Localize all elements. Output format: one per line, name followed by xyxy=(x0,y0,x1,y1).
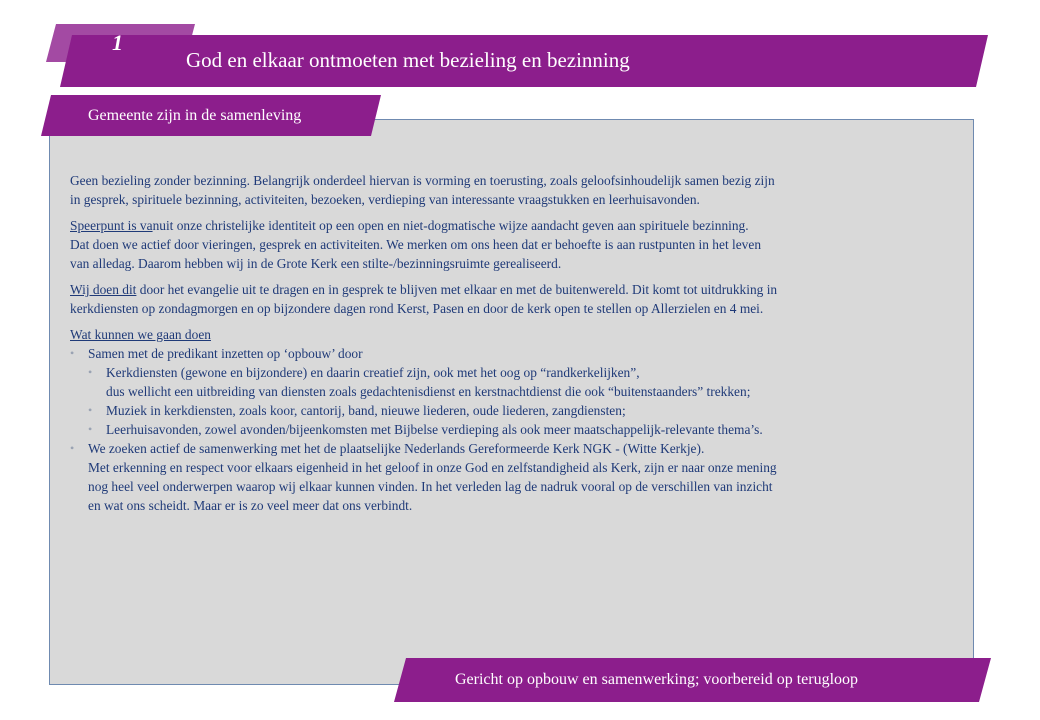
bullet-icon: • xyxy=(70,441,75,455)
text-line: Dat doen we actief door vieringen, gesprek en activiteiten. We merken om ons heen dat er behoefte is aan rustpunten in het leven xyxy=(70,237,762,252)
list-item-continuation: Met erkenning en respect voor elkaars eigenheid in het geloof in onze God en zelfstandigheid als Kerk, zijn er naar onze mening xyxy=(88,460,777,475)
footer-text: Gericht op opbouw en samenwerking; voorbereid op terugloop xyxy=(455,671,859,688)
text-line xyxy=(70,280,930,299)
list-item-text: Samen met de predikant inzetten op ‘opbouw’ door xyxy=(88,346,363,361)
text-line: in gesprek, spirituele bezinning, activiteiten, bezoeken, verdieping van interessante vraagstukken en leerhuisavonden. xyxy=(70,192,700,207)
list-item xyxy=(70,344,930,363)
list-item-text: Leerhuisavonden, zowel avonden/bijeenkomsten met Bijbelse verdieping als ook meer maatschappelijk-relevante thema’s. xyxy=(106,422,763,437)
sub-list-item xyxy=(70,401,930,420)
list-item-continuation: nog heel veel onderwerpen waarop wij elkaar kunnen vinden. In het verleden lag de nadruk vooral op de verschillen van inzicht xyxy=(88,479,773,494)
lead-rest: nuit onze christelijke identiteit op een open en niet-dogmatische wijze aandacht geven aan spirituele bezinning. xyxy=(152,218,749,233)
list-item-text: Muziek in kerkdiensten, zoals koor, cantorij, band, nieuwe liederen, oude liederen, zangdiensten; xyxy=(106,403,626,418)
underlined-lead: Wij doen dit xyxy=(70,282,137,297)
text-line: van alledag. Daarom hebben wij in de Grote Kerk een stilte-/bezinningsruimte gerealiseerd. xyxy=(70,256,562,271)
lead-rest: door het evangelie uit te dragen en in gesprek te blijven met elkaar en met de buitenwereld. Dit komt tot uitdrukking in xyxy=(136,282,778,297)
paragraph-speerpunt xyxy=(70,216,930,273)
paragraph-intro xyxy=(70,171,930,209)
list-item-continuation: dus wellicht een uitbreiding van diensten zoals gedachtenisdienst en kerstnachtdienst die ook “buitenstaanders” trekken; xyxy=(106,384,751,399)
text-line: kerkdiensten op zondagmorgen en op bijzondere dagen rond Kerst, Pasen en door de kerk open te stellen op Allerzielen en 4 mei. xyxy=(70,301,764,316)
page-title: God en elkaar ontmoeten met bezieling en bezinning xyxy=(186,48,630,72)
list-item-text: Kerkdiensten (gewone en bijzondere) en daarin creatief zijn, ook met het oog op “randkerkelijken”, xyxy=(106,365,640,380)
sub-list-item xyxy=(70,363,930,382)
list-section xyxy=(70,325,930,515)
list-item-text: We zoeken actief de samenwerking met het de plaatselijke Nederlands Gereformeerde Kerk NGK - (Witte Kerkje). xyxy=(88,441,705,456)
section-title: Gemeente zijn in de samenleving xyxy=(88,107,302,124)
body-text xyxy=(70,171,930,515)
slide-number: 1 xyxy=(112,30,123,55)
text-line xyxy=(70,216,930,235)
list-item-continuation: en wat ons scheidt. Maar er is zo veel meer dat ons verbindt. xyxy=(88,498,413,513)
bullet-icon: • xyxy=(88,365,93,379)
sub-list-item xyxy=(70,420,930,439)
list-heading: Wat kunnen we gaan doen xyxy=(70,327,211,342)
paragraph-wij-doen-dit xyxy=(70,280,930,318)
underlined-lead: Speerpunt is va xyxy=(70,218,153,233)
list-item xyxy=(70,439,930,458)
bullet-icon: • xyxy=(88,403,93,417)
text-line: Geen bezieling zonder bezinning. Belangrijk onderdeel hiervan is vorming en toerusting, zoals geloofsinhoudelijk samen bezig zijn xyxy=(70,173,775,188)
bullet-icon: • xyxy=(70,346,75,360)
bullet-icon: • xyxy=(88,422,93,436)
